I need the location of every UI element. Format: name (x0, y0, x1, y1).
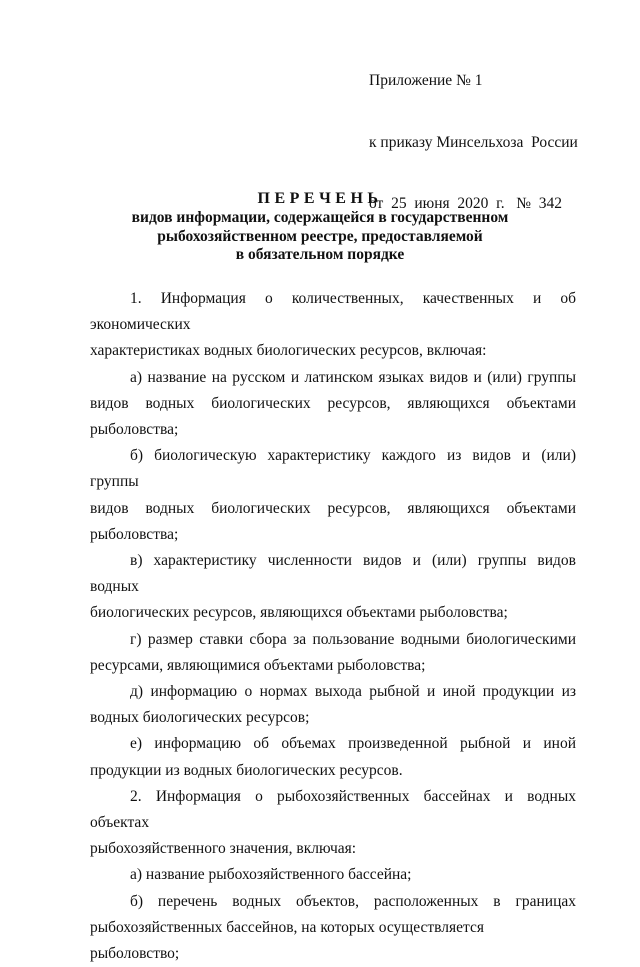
item-2a-line-1: а) название рыбохозяйственного бассейна; (130, 866, 412, 884)
item-1a-line-3: рыболовства; (90, 421, 179, 439)
item-1g-line-2: ресурсами, являющимися объектами рыболовства; (90, 656, 426, 674)
title-sub-3: в обязательном порядке (235, 246, 405, 263)
annex-line-2: к приказу Минсельхоза России (369, 133, 578, 151)
annex-line-3: от 25 июня 2020 г. № 342 (369, 195, 563, 212)
item-2b-line-1: б) перечень водных объектов, расположенных в границах (130, 892, 576, 910)
item-1e-line-1: е) информацию об объемах произведенной рыбной и иной (130, 735, 576, 753)
item-1d-line-1: д) информацию о нормах выхода рыбной и иной продукции из (130, 683, 576, 701)
title-main: ПЕРЕЧЕНЬ (257, 190, 383, 207)
title-sub-1: видов информации, содержащейся в государственном (131, 209, 509, 226)
item-1b-line-2: видов водных биологических ресурсов, являющихся объектами (90, 499, 576, 517)
item-1d-line-2: водных биологических ресурсов; (90, 709, 310, 727)
document-title (0, 189, 640, 265)
item-1g-line-1: г) размер ставки сбора за пользование водными биологическими (130, 630, 576, 648)
item-1b-line-3: рыболовства; (90, 525, 179, 543)
annex-line-1: Приложение № 1 (369, 72, 483, 89)
item-1-line-1: 1. Информация о количественных, качественных и об экономических (90, 290, 576, 334)
item-1v-line-2: биологических ресурсов, являющихся объектами рыболовства; (90, 604, 508, 622)
item-1a-line-2: видов водных биологических ресурсов, являющихся объектами (90, 394, 576, 412)
item-2b-line-2: рыбохозяйственных бассейнов, на которых осуществляется рыболовство; (90, 918, 484, 963)
item-2-line-2: рыбохозяйственного значения, включая: (90, 840, 357, 858)
title-sub-2: рыбохозяйственном реестре, предоставляемой (157, 227, 483, 245)
item-1a-line-1: а) название на русском и латинском языках видов и (или) группы (130, 368, 576, 386)
document-body (90, 286, 576, 967)
item-1b-line-1: б) биологическую характеристику каждого из видов и (или) группы (90, 447, 576, 491)
item-1e-line-2: продукции из водных биологических ресурсов. (90, 761, 403, 779)
item-1-line-2: характеристиках водных биологических ресурсов, включая: (90, 342, 487, 360)
item-1v-line-1: в) характеристику численности видов и (или) группы видов водных (90, 552, 576, 596)
item-2-line-1: 2. Информация о рыбохозяйственных бассейнах и водных объектах (90, 787, 576, 832)
